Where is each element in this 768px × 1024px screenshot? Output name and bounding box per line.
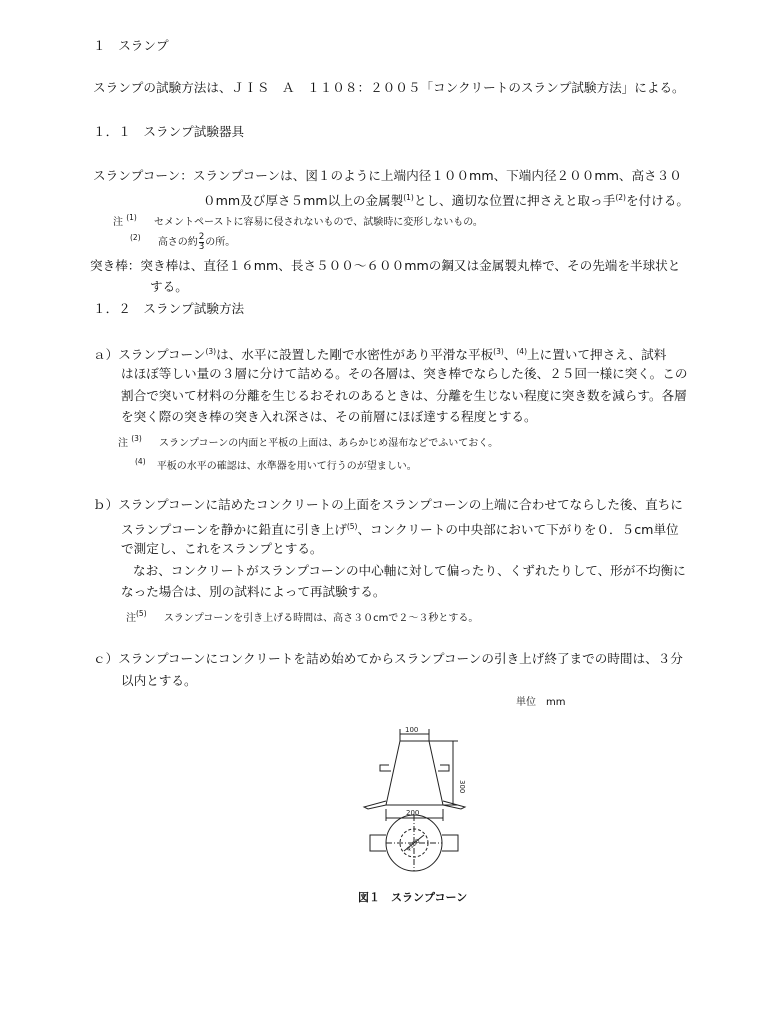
item-b-line-4: なお、コンクリートがスランプコーンの中心軸に対して偏ったり、くずれたりして、形が不均衡に	[133, 563, 686, 578]
page-heading: １ スランプ	[93, 38, 169, 53]
note-3-number: (3)	[131, 434, 142, 443]
note-4-text: 平板の水平の確認は、水準器を用いて行うのが望ましい。	[156, 461, 417, 472]
note-3-label: 注	[118, 438, 128, 449]
rod-line-2: する。	[150, 279, 188, 294]
figure-caption: 図１ スランプコーン	[358, 891, 468, 904]
ref-4: (4)	[516, 347, 527, 356]
note-5-text: スランプコーンを引き上げる時間は、高さ３０cmで２～３秒とする。	[163, 613, 479, 624]
slump-cone-figure	[358, 725, 538, 875]
dim-plan-label: φ100	[404, 837, 422, 853]
section-1-1-title: １．１ スランプ試験器具	[93, 124, 245, 139]
note-label: 注	[113, 217, 123, 228]
cone-line-2-b: とし、適切な位置に押さえと取っ手	[413, 193, 616, 208]
cone-line-2-a: ０mm及び厚さ５mm以上の金属製	[203, 193, 404, 208]
section-1-2-title: １．２ スランプ試験方法	[93, 301, 245, 316]
item-c-line-1: ｃ）スランプコーンにコンクリートを詰め始めてからスランプコーンの引き上げ終了までの時間は、３分	[93, 651, 683, 666]
note-1-text: セメントペーストに容易に侵されないもので、試験時に変形しないもの。	[154, 217, 483, 228]
dim-top-label: 100	[405, 726, 419, 734]
note-2	[130, 228, 235, 253]
item-a-line-2: はほぼ等しい量の３層に分けて詰める。その各層は、突き棒でならした後、２５回一様に突く。この	[121, 366, 688, 381]
note-4	[135, 454, 417, 475]
note-5-number: (5)	[136, 609, 147, 618]
item-a-line-3: 割合で突いて材料の分離を生じるおそれのあるときは、分離を生じない程度に突き数を減らす。各層	[121, 388, 687, 403]
item-b-line-1: ｂ）スランプコーンに詰めたコンクリートの上面をスランプコーンの上端に合わせてならした後、直ちに	[93, 497, 683, 512]
note-3-text: スランプコーンの内面と平板の上面は、あらかじめ湿布などでふいておく。	[159, 438, 499, 449]
ref-3b: (3)	[493, 347, 504, 356]
ref-5: (5)	[346, 522, 358, 531]
note-4-number: (4)	[135, 457, 146, 466]
rod-line-1: 突き棒：突き棒は、直径１６mm、長さ５００～６００mmの鋼又は金属製丸棒で、その先端を半球状と	[90, 258, 681, 273]
cone-line-2-c: を付ける。	[625, 193, 689, 208]
item-c-line-2: 以内とする。	[121, 673, 197, 688]
note-2-fraction	[199, 233, 204, 252]
fraction-numerator: 2	[198, 231, 205, 242]
item-b-line-3: で測定し、これをスランプとする。	[121, 541, 323, 556]
fraction-denominator: 3	[198, 241, 205, 252]
item-b-2a: スランプコーンを静かに鉛直に引き上げ	[121, 522, 347, 537]
ref-1: (1)	[403, 193, 414, 202]
intro-paragraph: スランプの試験方法は、ＪＩＳ Ａ １１０８：２００５「コンクリートのスランプ試験方法」による。	[93, 80, 685, 95]
item-a-line-4: を突く際の突き棒の突き入れ深さは、その前層にほぼ達する程度とする。	[121, 409, 537, 424]
note-3	[118, 431, 498, 452]
note-2-post: の所。	[205, 237, 236, 248]
item-b-2b: 、コンクリートの中央部において下がりを０．５cm単位	[357, 522, 679, 537]
item-a-1b: は、水平に設置した剛で水密性があり平滑な平板	[216, 347, 494, 362]
item-b-line-5: なった場合は、別の試料によって再試験する。	[121, 584, 386, 599]
note-1-number: (1)	[126, 213, 137, 222]
ref-3: (3)	[205, 347, 217, 356]
note-5	[126, 606, 478, 627]
cone-line-2	[203, 190, 689, 209]
note-5-label: 注	[126, 613, 136, 624]
dim-height-label: 300	[458, 780, 466, 794]
item-a-1d: 上に置いて押さえ、試料	[527, 347, 667, 362]
figure-unit: 単位 mm	[516, 697, 566, 708]
cone-line-1: スランプコーン：スランプコーンは、図１のように上端内径１００mm、下端内径２００mm、高さ３０	[93, 168, 682, 183]
item-a-1a: ａ）スランプコーン	[93, 347, 206, 362]
ref-2: (2)	[615, 193, 626, 202]
note-2-number: (2)	[130, 233, 141, 242]
dim-bottom-label: 200	[406, 809, 420, 817]
item-a-line-1	[93, 344, 666, 363]
item-b-line-2	[121, 519, 679, 538]
note-2-pre: 高さの約	[157, 237, 198, 248]
item-a-1c: 、	[503, 347, 517, 362]
